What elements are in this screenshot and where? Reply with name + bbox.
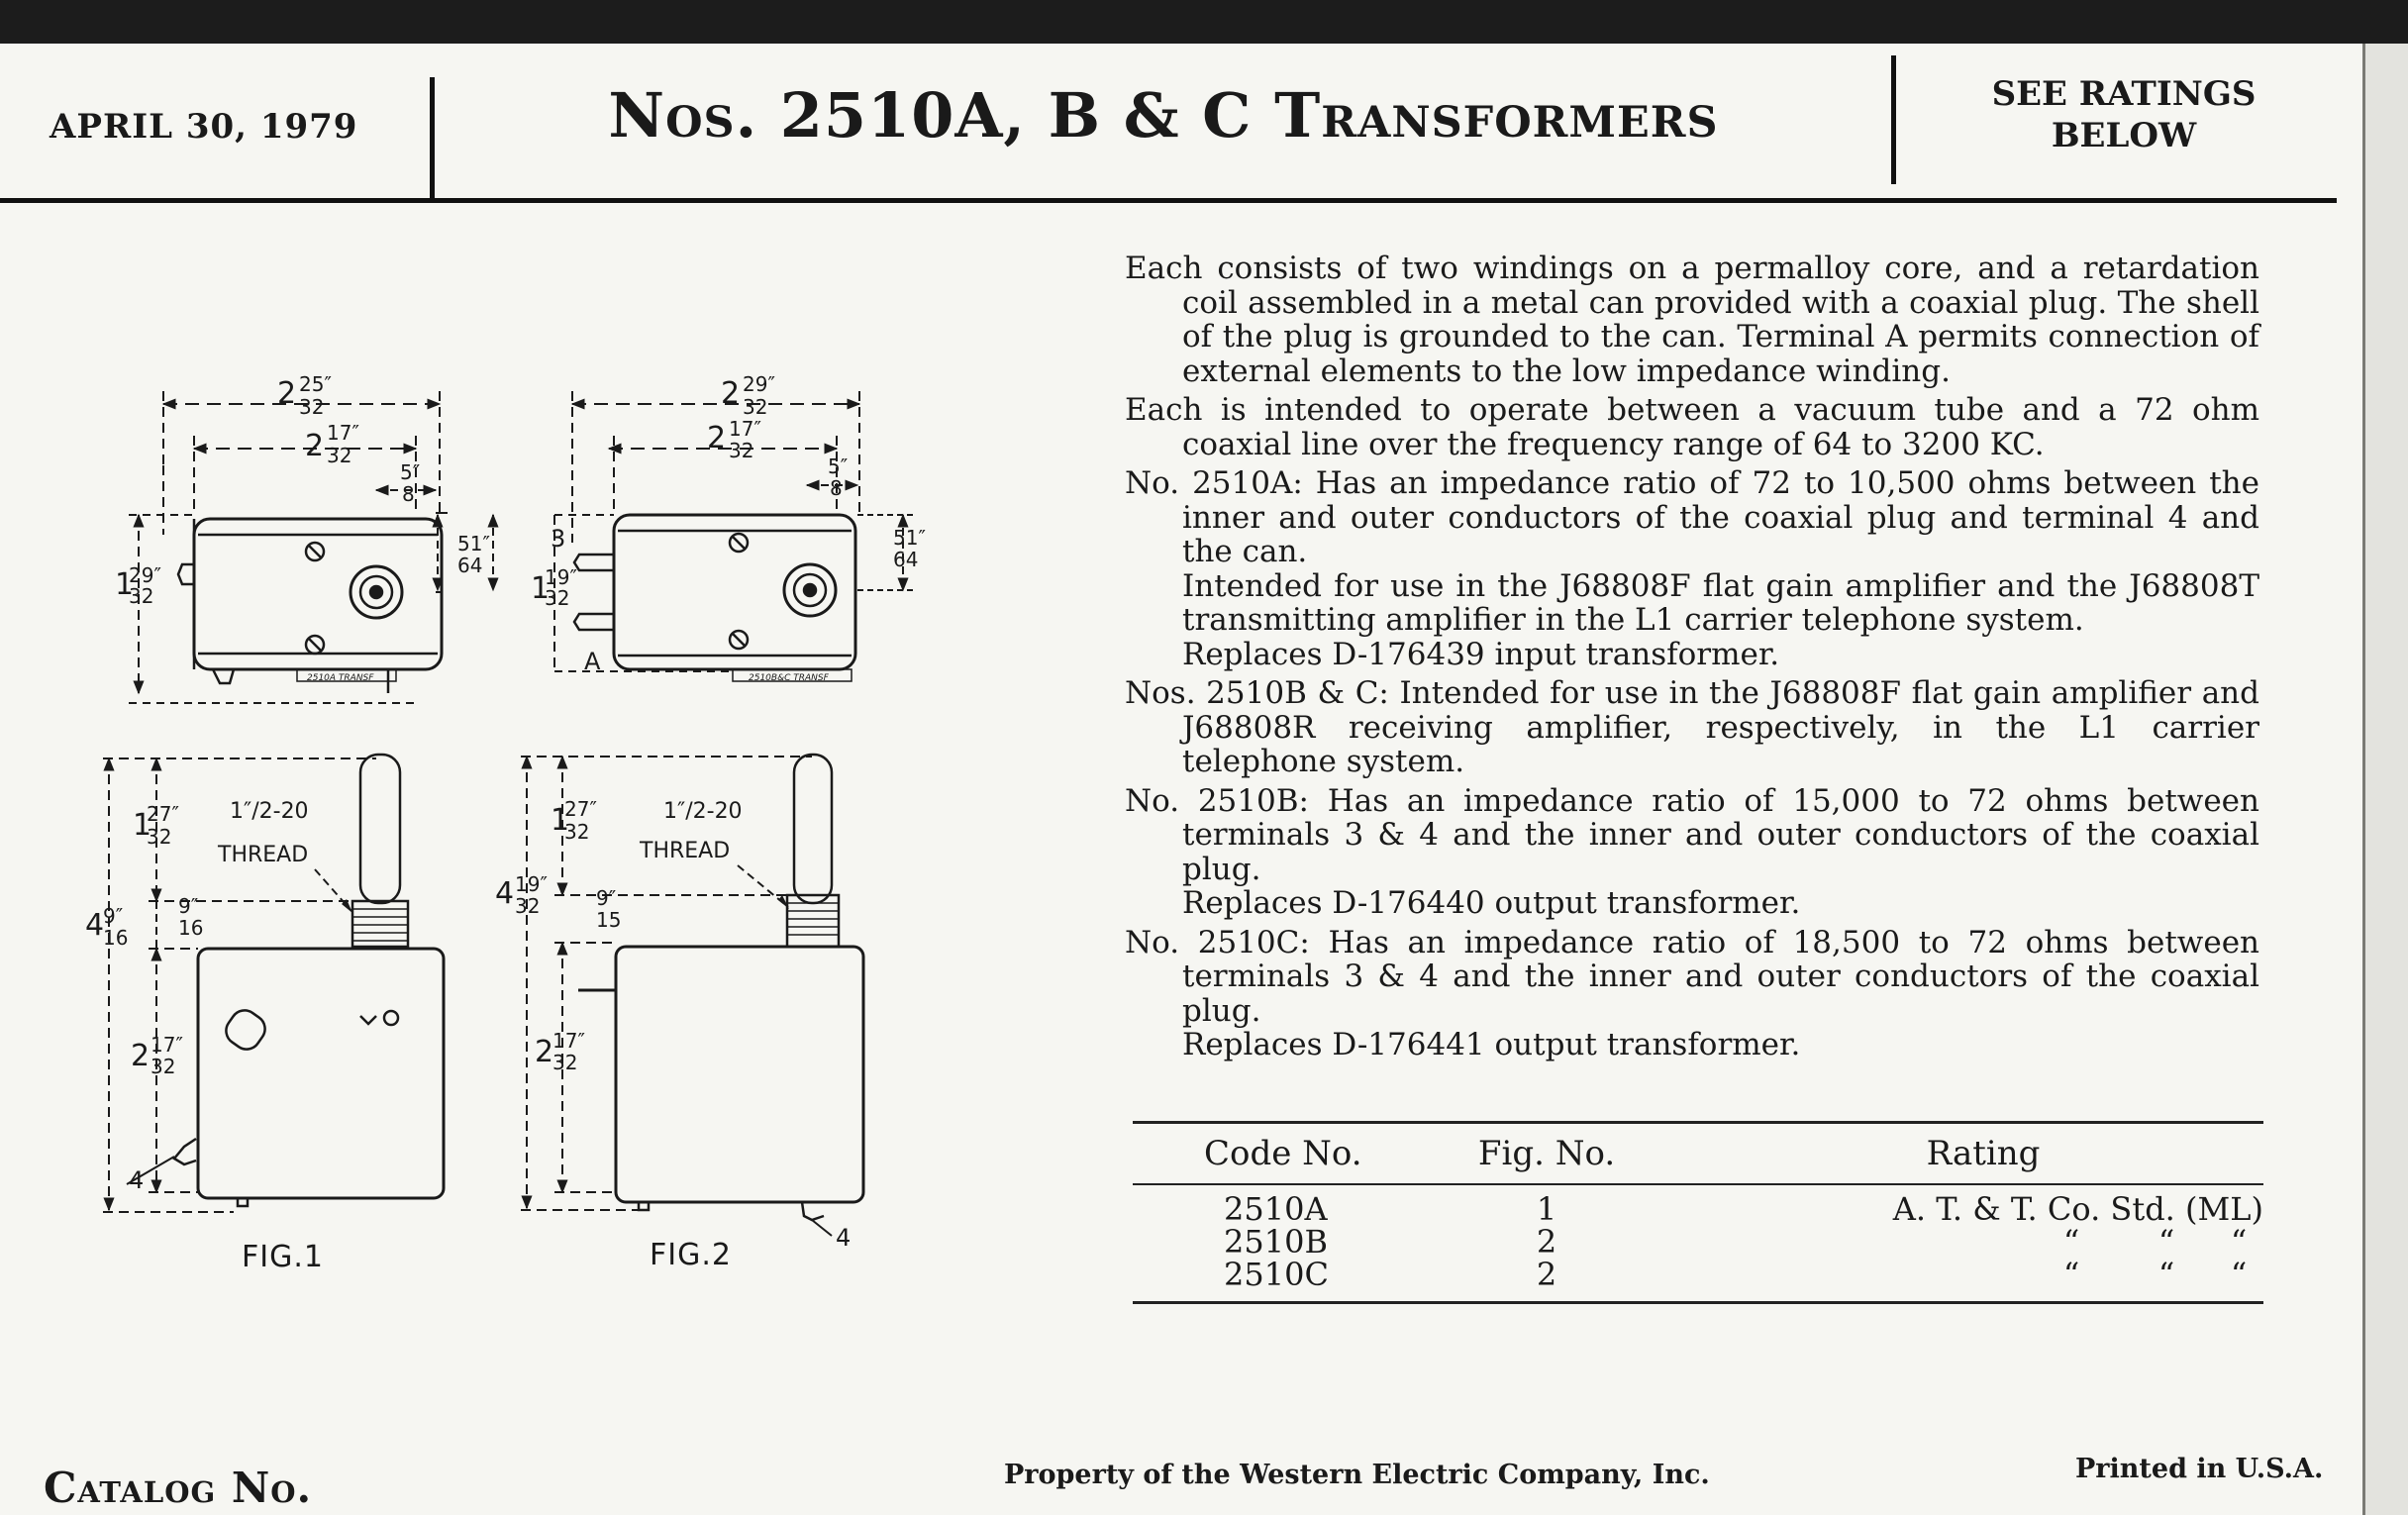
dim-b4-num: 17″ (552, 1029, 585, 1053)
cell-fig: 2 (1536, 1256, 1557, 1293)
issue-date: APRIL 30, 1979 (50, 107, 358, 147)
dim-c-den: 8 (402, 482, 415, 506)
dim-g-den: 32 (545, 586, 570, 610)
dim-b3-num: 17″ (150, 1033, 183, 1057)
cell-code: 2510C (1224, 1256, 1329, 1293)
printed-notice: Printed in U.S.A. (2075, 1454, 2324, 1484)
dim-k-whole: 4 (495, 876, 515, 911)
dim-k-den: 32 (515, 894, 541, 918)
page-title: Nos. 2510A, B & C Transformers (608, 79, 1719, 152)
dim-h-whole: 1 (133, 808, 152, 843)
thread-fraction: 1″/2-20 (230, 799, 309, 824)
dim-b-whole: 2 (305, 429, 325, 463)
cell-code: 2510A (1224, 1190, 1328, 1228)
dim-e-whole: 1 (115, 567, 135, 602)
dim-h-den: 32 (147, 825, 172, 849)
transformer-drawings (0, 0, 1089, 1327)
dim-g-num: 19″ (545, 565, 577, 589)
dim-d2-den: 64 (893, 548, 919, 571)
dim-f-whole: 2 (721, 376, 741, 411)
ditto-mark: “ (2230, 1223, 2248, 1261)
dim-b3-whole: 2 (131, 1039, 150, 1073)
dim-d-den: 64 (457, 554, 483, 577)
dim-h2-whole: 1 (551, 803, 570, 838)
ratings-note (1911, 73, 2337, 156)
ditto-mark: “ (2062, 1223, 2080, 1261)
dim-h2-den: 32 (564, 820, 590, 844)
catalog-number-label: Catalog No. (44, 1464, 313, 1512)
ditto-mark: “ (2157, 1223, 2175, 1261)
table-row (1133, 1256, 2263, 1293)
table-header-row (1133, 1124, 2263, 1183)
desc-2510a-replaces: Replaces D-176439 input transformer. (1182, 636, 1780, 672)
cell-rating-ditto (1703, 1223, 2263, 1261)
table-row (1133, 1190, 2263, 1228)
cell-fig: 2 (1536, 1223, 1557, 1261)
dim-j-whole: 4 (85, 908, 105, 943)
header-code: Code No. (1204, 1134, 1362, 1173)
property-notice: Property of the Western Electric Company, Inc. (1004, 1460, 1710, 1490)
header-fig: Fig. No. (1477, 1134, 1616, 1173)
ratings-table (1133, 1121, 2263, 1304)
ditto-mark: “ (2157, 1256, 2175, 1293)
desc-2510b-replaces: Replaces D-176440 output transformer. (1182, 885, 1801, 921)
dim-b4-den: 32 (552, 1051, 578, 1074)
dim-a-num: 25″ (299, 372, 332, 396)
cell-fig: 1 (1536, 1190, 1557, 1228)
table-body (1133, 1185, 2263, 1301)
dim-j-num: 9″ (103, 904, 124, 928)
terminal-4-label-fig1: 4 (129, 1166, 145, 1194)
cell-code: 2510B (1224, 1223, 1328, 1261)
terminal-3-label: 3 (551, 525, 566, 553)
ratings-note-line2: BELOW (2051, 116, 2197, 155)
ditto-mark: “ (2062, 1256, 2080, 1293)
desc-2510a: No. 2510A: Has an impedance ratio of 72 to 10,500 ohms between the inner and outer conductors of the coaxial plug and terminal 4 and the can. (1125, 465, 2259, 569)
fig1-nameplate: 2510A TRANSF (307, 673, 374, 683)
dim-c2-num: 5″ (828, 454, 849, 478)
terminal-4-label-fig2: 4 (836, 1224, 852, 1252)
dim-b4-whole: 2 (535, 1035, 554, 1069)
table-row (1133, 1223, 2263, 1261)
dim-a-whole: 2 (277, 376, 297, 411)
thread-label: THREAD (218, 843, 309, 867)
dim-l-num: 9″ (596, 886, 617, 910)
description (1125, 252, 2259, 1062)
fig1-label: FIG.1 (242, 1240, 324, 1274)
dim-b-den: 32 (327, 444, 352, 467)
thread-label-2: THREAD (640, 839, 731, 863)
desc-2510bc: Nos. 2510B & C: Intended for use in the J68808F flat gain amplifier and J68808R receiving amplifier, respectively, in the L1 carrier telephone system. (1125, 675, 2259, 779)
dim-j-den: 16 (103, 926, 129, 950)
header-divider-right (1891, 55, 1896, 184)
desc-2510a-use: Intended for use in the J68808F flat gain amplifier and the J68808T transmitting amplifier in the L1 carrier telephone system. (1182, 567, 2259, 638)
dim-e-num: 29″ (129, 563, 161, 587)
dim-h2-num: 27″ (564, 797, 597, 821)
dim-f-den: 32 (743, 395, 768, 419)
dim-e-den: 32 (129, 584, 154, 608)
header-rating: Rating (1926, 1134, 2041, 1173)
dim-b2-den: 32 (729, 439, 754, 462)
desc-operation: Each is intended to operate between a vacuum tube and a 72 ohm coaxial line over the frequency range of 64 to 3200 KC. (1125, 392, 2259, 462)
terminal-a-label: A (584, 648, 601, 675)
table-rule-bottom (1133, 1301, 2263, 1304)
dim-c2-den: 8 (830, 476, 843, 500)
dim-b-num: 17″ (327, 421, 359, 445)
dim-f-num: 29″ (743, 372, 775, 396)
cell-rating-ditto (1703, 1256, 2263, 1293)
dim-d2-num: 51″ (893, 526, 926, 550)
dim-l-den: 15 (596, 908, 622, 932)
desc-2510c-replaces: Replaces D-176441 output transformer. (1182, 1027, 1801, 1062)
dim-b3-den: 32 (150, 1055, 176, 1078)
fig2-nameplate: 2510B&C TRANSF (749, 673, 829, 683)
dim-b2-num: 17″ (729, 417, 761, 441)
scan-edge (2362, 44, 2408, 1515)
dim-h-num: 27″ (147, 802, 179, 826)
desc-construction: Each consists of two windings on a permalloy core, and a retardation coil assembled in a metal can provided with a coaxial plug. The shell of the plug is grounded to the can. Terminal A permits connection of external elements to the low impedance winding. (1125, 251, 2259, 389)
dim-d-num: 51″ (457, 532, 490, 556)
desc-2510b: No. 2510B: Has an impedance ratio of 15,000 to 72 ohms between terminals 3 & 4 and the inner and outer conductors of the coaxial plug. (1125, 782, 2259, 887)
ditto-mark: “ (2230, 1256, 2248, 1293)
dim-k-num: 19″ (515, 872, 548, 896)
fig2-label: FIG.2 (650, 1238, 732, 1272)
dim-a-den: 32 (299, 395, 325, 419)
dim-g-whole: 1 (531, 571, 551, 606)
ratings-note-line1: SEE RATINGS (1991, 74, 2257, 114)
cell-rating: A. T. & T. Co. Std. (ML) (1892, 1190, 2263, 1228)
dim-c-num: 5″ (400, 460, 421, 484)
dimension-labels (85, 372, 926, 1252)
desc-2510c: No. 2510C: Has an impedance ratio of 18,500 to 72 ohms between terminals 3 & 4 and the inner and outer conductors of the coaxial plug. (1125, 924, 2259, 1029)
dim-b2-whole: 2 (707, 421, 727, 455)
thread-fraction-2: 1″/2-20 (663, 799, 743, 824)
dim-i-den: 16 (178, 916, 204, 940)
dim-i-num: 9″ (178, 894, 199, 918)
